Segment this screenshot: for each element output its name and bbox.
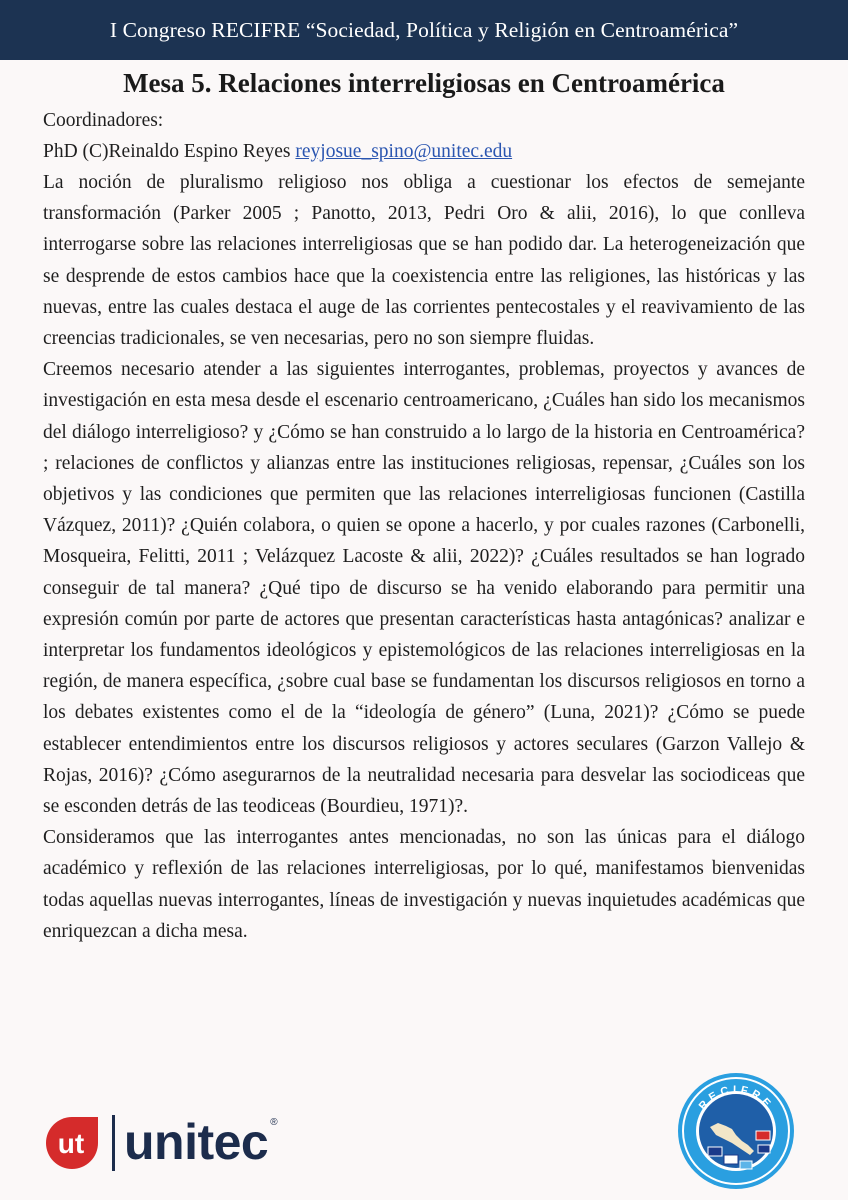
paragraph-questions: Creemos necesario atender a las siguientes interrogantes, problemas, proyectos y avances de investigación en esta mesa desde el escenario centroamericano, ¿Cuáles han sido los mecanismos del diálogo interreligioso? y ¿Cómo se han construido a lo largo de la historia en Centroamérica? ; relaciones de conflictos y alianzas entre las instituciones religiosas, repensar, ¿Cuáles son los objetivos y las condiciones que permiten que las relaciones interreligiosas funcionen (Castilla Vázquez, 2011)? ¿Quién colabora, o quien se opone a hacerlo, y por cuales razones (Carbonelli, Mosqueira, Felitti, 2011 ; Velázquez Lacoste & alii, 2022)? ¿Cuáles resultados se han logrado conseguir de tal manera? ¿Qué tipo de discurso se ha venido elaborando para permitir una expresión común por parte de actores que presentan características hasta antagónicas? analizar e interpretar los fundamentos ideológicos y epistemológicos de las relaciones interreligiosas en la región, de manera específica, ¿sobre cual base se fundamentan los discursos religiosos en torno a los debates existentes como el de la “ideología de género” (Luna, 2021)? ¿Cómo se puede establecer entendimientos entre los discursos religiosos y actores seculares (Garzon Vallejo & Rojas, 2016)? ¿Cómo asegurarnos de la neutralidad necesaria para desvelar las sociodiceas que se esconden detrás de las teodiceas (Bourdieu, 1971)?. [43,359,805,818]
coordinator-line [43,136,805,167]
header-banner [0,0,848,60]
unitec-mark-icon [42,1113,102,1173]
coordinator-email-link[interactable]: reyjosue_spino@unitec.edu [295,141,513,162]
recifre-seal-icon [676,1071,796,1191]
unitec-logo [42,1113,278,1173]
coordinators-label: Coordinadores: [43,110,164,131]
document-body [43,68,805,947]
banner-title: I Congreso RECIFRE “Sociedad, Política y Religión en Centroamérica” [109,17,739,42]
page-title: Mesa 5. Relaciones interreligiosas en Centroamérica [123,68,725,98]
coordinator-name: PhD (C)Reinaldo Espino Reyes [43,141,291,162]
unitec-wordmark: unitec [124,1114,269,1170]
unitec-divider [112,1115,115,1171]
paragraph-intro: La noción de pluralismo religioso nos obliga a cuestionar los efectos de semejante transformación (Parker 2005 ; Panotto, 2013, Pedri Oro & alii, 2016), lo que conlleva interrogarse sobre las relaciones interreligiosas que se han podido dar. La heterogeneización que se desprende de estos cambios hace que la coexistencia entre las religiones, las históricas y las nuevas, entre las cuales destaca el auge de las corrientes pentecostales y el reavivamiento de las creencias tradicionales, se ven necesarias, pero no son siempre fluidas. [43,172,805,350]
recifre-seal-text: RECIFRE [696,1083,776,1113]
paragraph-closing: Consideramos que las interrogantes antes mencionadas, no son las únicas para el diálogo académico y reflexión de las relaciones interreligiosas, por lo qué, manifestamos bienvenidas todas aquellas nuevas interrogantes, líneas de investigación y nuevas inquietudes académicas que enriquezcan a dicha mesa. [43,827,805,942]
unitec-mark-text: ut [57,1128,85,1159]
unitec-registered-mark: ® [270,1117,278,1128]
